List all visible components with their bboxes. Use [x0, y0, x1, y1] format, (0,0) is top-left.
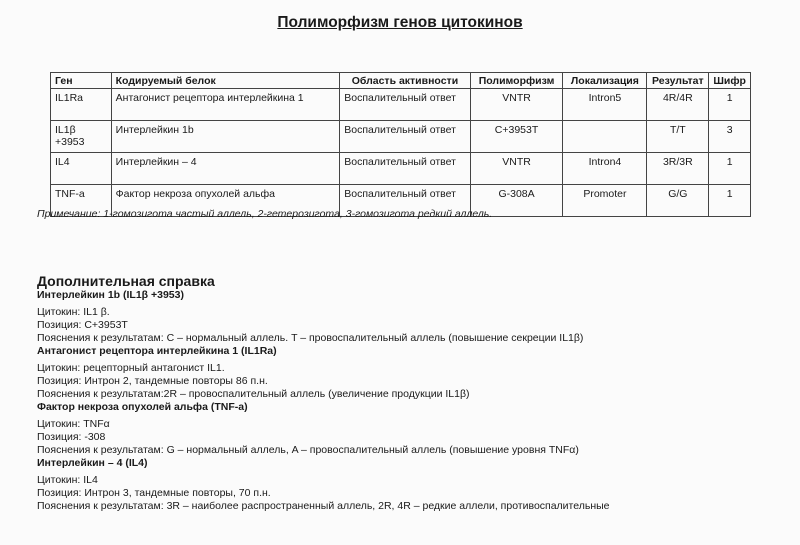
cell-gene: IL1Ra — [51, 89, 112, 121]
header-localization: Локализация — [563, 73, 647, 89]
section-title: Интерлейкин 1b (IL1β +3953) — [37, 289, 184, 301]
cytokine-table — [50, 72, 751, 217]
cell-gene: IL4 — [51, 153, 112, 185]
section-line: Позиция: -308 — [37, 431, 106, 443]
table-row — [51, 89, 751, 121]
section-line: Пояснения к результатам: G – нормальный аллель, A – провоспалительный аллель (повышение уровня TNFα) — [37, 444, 579, 456]
cell-code: 3 — [709, 121, 751, 153]
page-title — [0, 14, 800, 32]
table-header-row — [51, 73, 751, 89]
cell-activity: Воспалительный ответ — [340, 153, 470, 185]
section-title: Интерлейкин – 4 (IL4) — [37, 457, 148, 469]
table-row — [51, 153, 751, 185]
cell-activity: Воспалительный ответ — [340, 121, 470, 153]
cell-protein: Антагонист рецептора интерлейкина 1 — [111, 89, 340, 121]
cell-localization — [563, 121, 647, 153]
section-line: Пояснения к результатам: 3R – наиболее распространенный аллель, 2R, 4R – редкие аллели, противоспалительные — [37, 500, 610, 512]
cell-localization: Promoter — [563, 185, 647, 217]
cell-polymorphism: C+3953T — [470, 121, 563, 153]
reference-section — [37, 401, 610, 457]
reference-section — [37, 345, 610, 401]
header-gene: Ген — [51, 73, 112, 89]
page-title-text: Полиморфизм генов цитокинов — [277, 14, 523, 31]
cell-code: 1 — [709, 185, 751, 217]
cell-protein: Фактор некроза опухолей альфа — [111, 185, 340, 217]
cell-result: T/T — [647, 121, 709, 153]
section-title: Антагонист рецептора интерлейкина 1 (IL1Ra) — [37, 345, 277, 357]
cell-localization: Intron5 — [563, 89, 647, 121]
reference-section — [37, 457, 610, 513]
cell-protein: Интерлейкин – 4 — [111, 153, 340, 185]
section-title: Фактор некроза опухолей альфа (TNF-a) — [37, 401, 248, 413]
cell-gene: IL1β +3953 — [51, 121, 112, 153]
section-line: Цитокин: IL1 β. — [37, 306, 110, 318]
cell-result: G/G — [647, 185, 709, 217]
cell-localization: Intron4 — [563, 153, 647, 185]
cell-code: 1 — [709, 89, 751, 121]
section-line: Позиция: C+3953T — [37, 319, 128, 331]
section-line: Цитокин: TNFα — [37, 418, 110, 430]
cell-polymorphism: VNTR — [470, 153, 563, 185]
cell-result: 3R/3R — [647, 153, 709, 185]
cell-polymorphism: VNTR — [470, 89, 563, 121]
table-row — [51, 121, 751, 153]
section-line: Позиция: Интрон 2, тандемные повторы 86 п.н. — [37, 375, 268, 387]
header-polymorphism: Полиморфизм — [470, 73, 563, 89]
reference-block — [37, 273, 610, 513]
section-line: Пояснения к результатам: C – нормальный аллель. T – провоспалительный аллель (повышение секреции IL1β) — [37, 332, 584, 344]
section-line: Позиция: Интрон 3, тандемные повторы, 70 п.н. — [37, 487, 271, 499]
header-protein: Кодируемый белок — [111, 73, 340, 89]
section-line: Цитокин: рецепторный антагонист IL1. — [37, 362, 225, 374]
reference-section — [37, 289, 610, 345]
section-line: Цитокин: IL4 — [37, 474, 98, 486]
cell-activity: Воспалительный ответ — [340, 89, 470, 121]
cell-activity: Воспалительный ответ — [340, 185, 470, 217]
cell-result: 4R/4R — [647, 89, 709, 121]
header-result: Результат — [647, 73, 709, 89]
cell-gene: TNF-a — [51, 185, 112, 217]
cell-polymorphism: G-308A — [470, 185, 563, 217]
section-line: Пояснения к результатам:2R – провоспалительный аллель (увеличение продукции IL1β) — [37, 388, 470, 400]
cell-code: 1 — [709, 153, 751, 185]
cell-protein: Интерлейкин 1b — [111, 121, 340, 153]
header-code: Шифр — [709, 73, 751, 89]
header-activity: Область активности — [340, 73, 470, 89]
table-note: Примечание: 1-гомозигота частый аллель, 2-гетерозигота, 3-гомозигота редкий аллель. — [37, 208, 493, 220]
reference-heading: Дополнительная справка — [37, 273, 215, 289]
